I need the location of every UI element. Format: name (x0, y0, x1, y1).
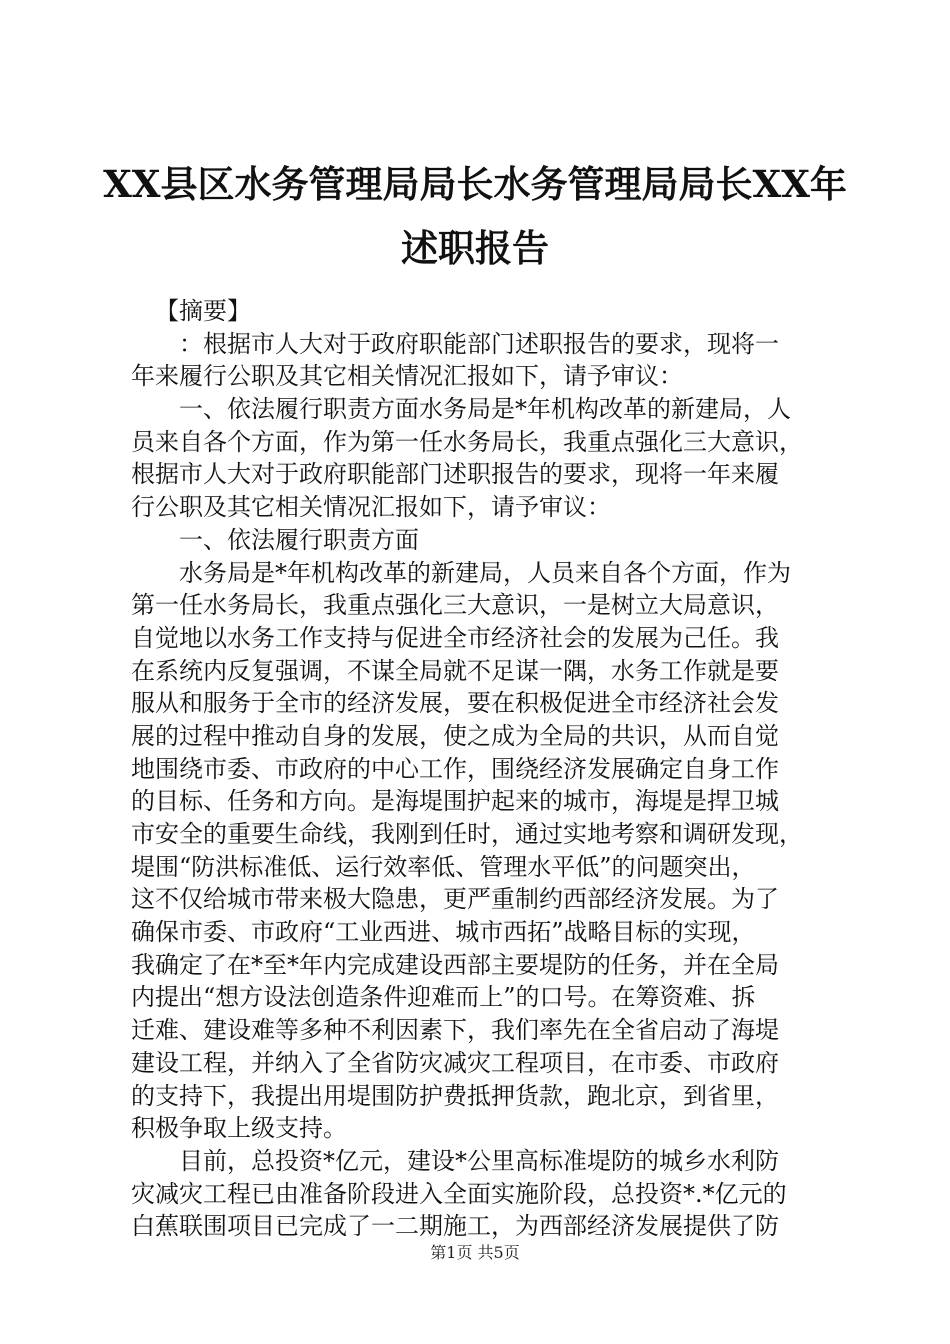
page-number-footer: 第1页 共5页 (430, 1243, 520, 1262)
body-line: 的目标、任务和方向。是海堤围护起来的城市，海堤是捍卫城 (131, 787, 779, 816)
body-line: 展的过程中推动自身的发展，使之成为全局的共识，从而自觉 (131, 721, 779, 750)
body-line: 一、依法履行职责方面水务局是*年机构改革的新建局，人 (179, 395, 791, 424)
body-line: 确保市委、市政府“工业西进、城市西拓”战略目标的实现， (131, 918, 756, 947)
body-line: 年来履行公职及其它相关情况汇报如下，请予审议： (131, 362, 683, 391)
body-line: 水务局是*年机构改革的新建局，人员来自各个方面，作为 (179, 558, 791, 587)
body-line: 根据市人大对于政府职能部门述职报告的要求，现将一年来履 (131, 460, 779, 489)
body-line: 堤围“防洪标准低、运行效率低、管理水平低”的问题突出， (131, 852, 756, 881)
body-line: ：根据市人大对于政府职能部门述职报告的要求，现将一 (179, 329, 779, 358)
document-body (131, 295, 831, 1243)
document-title-line-1: XX县区水务管理局局长水务管理局局长XX年 (103, 162, 847, 206)
body-line: 地围绕市委、市政府的中心工作，围绕经济发展确定自身工作 (131, 754, 779, 783)
body-line: 在系统内反复强调，不谋全局就不足谋一隅，水务工作就是要 (131, 656, 779, 685)
body-line: 这不仅给城市带来极大隐患，更严重制约西部经济发展。为了 (131, 885, 779, 914)
body-line: 积极争取上级支持。 (131, 1114, 347, 1143)
body-line: 我确定了在*至*年内完成建设西部主要堤防的任务，并在全局 (131, 950, 779, 979)
body-line: 市安全的重要生命线，我刚到任时，通过实地考察和调研发现， (131, 820, 803, 848)
body-line: 自觉地以水务工作支持与促进全市经济社会的发展为己任。我 (131, 623, 779, 652)
body-line: 目前，总投资*亿元，建设*公里高标准堤防的城乡水利防 (179, 1146, 779, 1175)
body-line: 建设工程，并纳入了全省防灾减灾工程项目，在市委、市政府 (131, 1048, 779, 1077)
body-line: 行公职及其它相关情况汇报如下，请予审议： (131, 493, 611, 522)
body-line: 的支持下，我提出用堤围防护费抵押货款，跑北京，到省里， (131, 1081, 779, 1110)
body-line: 一、依法履行职责方面 (179, 525, 419, 554)
body-line: 服从和服务于全市的经济发展，要在积极促进全市经济社会发 (131, 689, 779, 718)
body-line: 【摘要】 (155, 297, 251, 325)
body-line: 内提出“想方设法创造条件迎难而上”的口号。在筹资难、拆 (131, 983, 756, 1012)
body-line: 灾减灾工程已由准备阶段进入全面实施阶段，总投资*.*亿元的 (131, 1179, 787, 1208)
body-line: 第一任水务局长，我重点强化三大意识，一是树立大局意识， (131, 591, 779, 620)
body-line: 员来自各个方面，作为第一任水务局长，我重点强化三大意识， (131, 427, 803, 456)
document-title-line-2: 述职报告 (401, 226, 549, 270)
body-line: 白蕉联围项目已完成了一二期施工，为西部经济发展提供了防 (131, 1212, 779, 1241)
body-line: 迁难、建设难等多种不利因素下，我们率先在全省启动了海堤 (131, 1016, 779, 1045)
